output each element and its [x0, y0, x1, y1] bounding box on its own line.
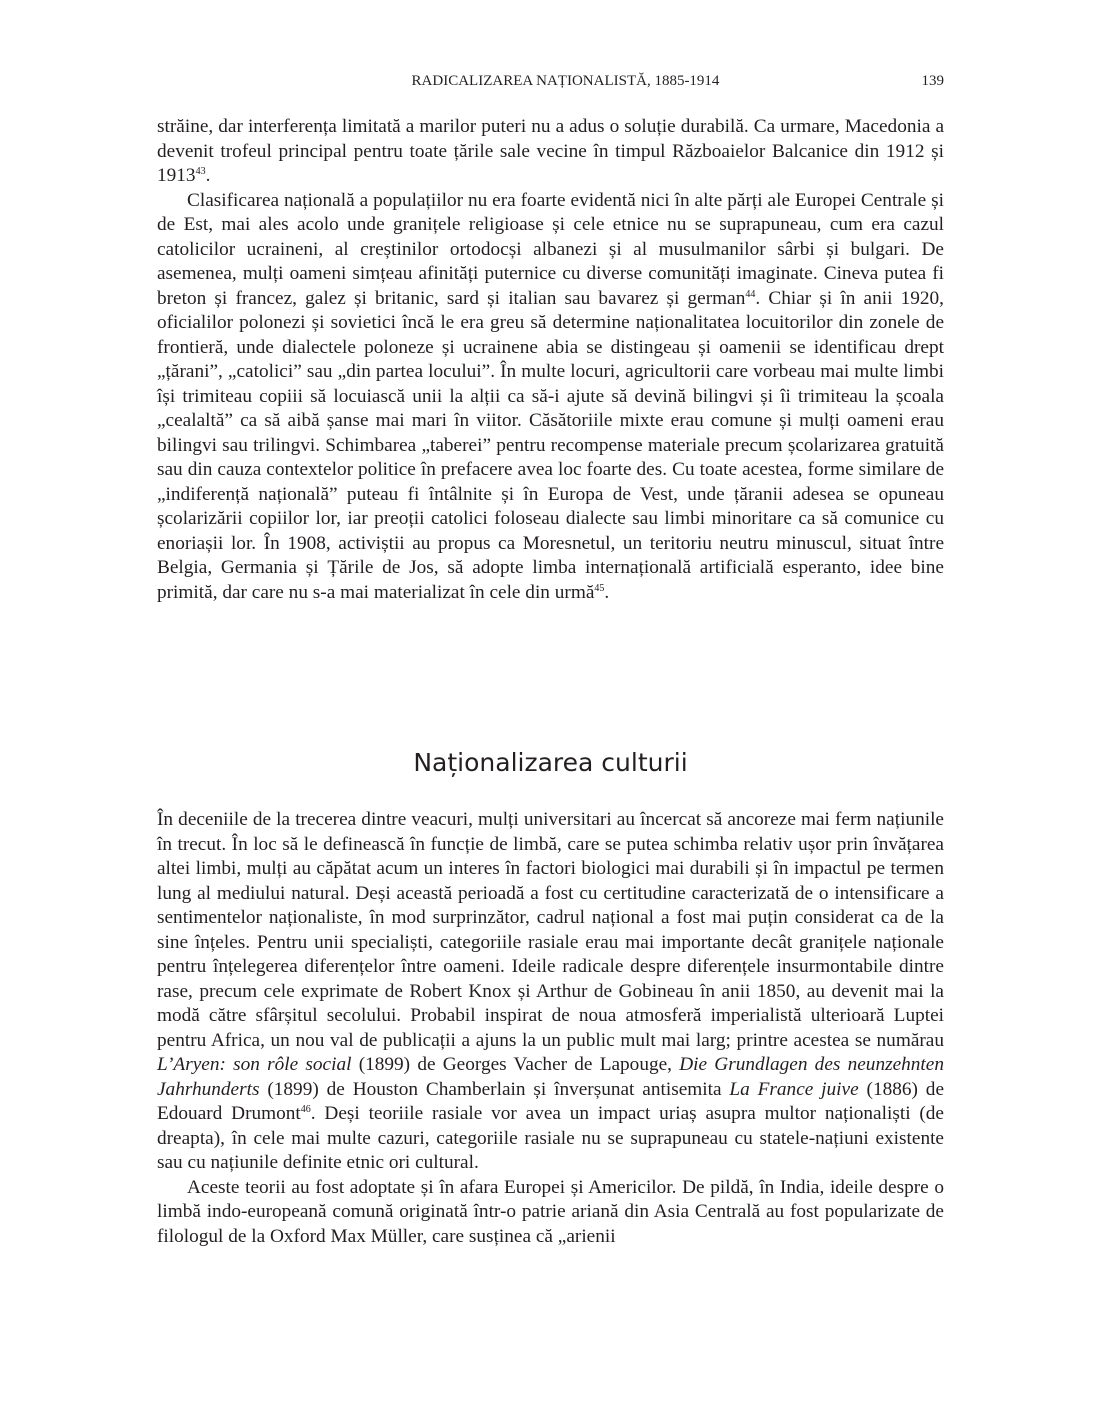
paragraph-text: . Chiar și în anii 1920, oficialilor polonezi și sovietici încă le era greu să determine naționalitatea locuitorilor din zonele de frontieră, unde dialectele poloneze și ucrainene abia se distingeau și oamenii se identificau drept „țărani”, „catolici” sau „din partea locului”. În multe locuri, agricultorii care vorbeau mai multe limbi își trimiteau copiii să locuiască unii la alții ca să-i ajute să devină bilingvi și îi trimiteau la școala „cealaltă” ca să aibă șanse mai mari în viitor. Căsătoriile mixte erau comune și mulți oameni erau bilingvi sau trilingvi. Schimbarea „taberei” pentru recompense materiale precum școlarizarea gratuită sau din cauza contextelor politice în prefacere avea loc foarte des. Cu toate acestea, forme similare de „indiferență națională” puteau fi întâlnite și în Europa de Vest, unde țăranii adesea se opuneau școlarizării copiilor lor, iar preoții catolici foloseau dialecte sau limbi minoritare ca să comunice cu enoriașii lor. În 1908, activiștii au propus ca Moresnetul, un teritoriu neutru minuscul, situat între Belgia, Germania și Țările de Jos, să adopte limba internațională artificială esperanto, idee bine primită, dar care nu s-a mai materializat în cele din urmă: [157, 287, 944, 603]
paragraph-tail: .: [604, 581, 610, 603]
section-heading: Naționalizarea culturii: [413, 748, 688, 777]
footnote-ref: 45: [594, 582, 605, 594]
running-header: [157, 73, 944, 95]
paragraph-tail: .: [205, 165, 211, 186]
book-title: La France juive: [729, 1078, 859, 1100]
running-title: RADICALIZAREA NAȚIONALISTĂ, 1885-1914: [411, 73, 720, 89]
book-title: Die Grundlagen des neunzehnten Jahrhunderts: [157, 1054, 944, 1100]
paragraph: [157, 189, 944, 606]
body-text-section-1: [157, 115, 944, 605]
paragraph-text: . Deși teoriile rasiale vor avea un impact uriaș asupra multor naționaliști (de dreapta), în cele mai multe cazuri, categoriile rasiale nu se suprapuneau cu statele-națiuni existente sau cu națiunile definite etnic ori cultural.: [157, 1103, 944, 1173]
paragraph-text: străine, dar interferența limitată a marilor puteri nu a adus o soluție durabilă. Ca urmare, Macedonia a devenit trofeul principal pentru toate țările sale vecine în timpul Războaielor Balcanice din 1912 și 1913: [157, 116, 944, 186]
body-text-section-2: [157, 808, 944, 1249]
footnote-ref: 43: [195, 166, 206, 177]
paragraph-text: Aceste teorii au fost adoptate și în afara Europei și Americilor. De pildă, în India, ideile despre o limbă indo-europeană comună originată într-o patrie ariană din Asia Centrală au fost popularizate de filologul de la Oxford Max Müller, care susținea că „arienii: [157, 1176, 944, 1247]
paragraph-text: (1899) de Houston Chamberlain și înverșunat antisemita: [259, 1078, 730, 1100]
paragraph-text: Clasificarea națională a populațiilor nu era foarte evidentă nici în alte părți ale Europei Centrale și de Est, mai ales acolo unde granițele religioase și cele etnice nu se suprapuneau, cum era cazul catolicilor ucraineni, al creștinilor ortodocși albanezi și al musulmanilor sârbi și bulgari. De asemenea, mulți oameni simțeau afinități puternice cu diverse comunități imaginate. Cineva putea fi breton și francez, galez și britanic, sard și italian sau bavarez și german: [157, 189, 944, 309]
paragraph-text: În deceniile de la trecerea dintre veacuri, mulți universitari au încercat să ancoreze mai ferm națiunile în trecut. În loc să le definească în funcție de limbă, care se putea schimba relativ ușor prin învățarea altei limbi, mulți au căpătat acum un interes în factori biologici mai durabili și în impactul pe termen lung al mediului natural. Deși această perioadă a fost cu certitudine caracterizată de o intensificare a sentimentelor naționaliste, în mod surprinzător, cadrul național a fost mai puțin considerat ca de la sine înțeles. Pentru unii specialiști, categoriile rasiale erau mai importante decât granițele naționale pentru înțelegerea diferențelor între oameni. Ideile radicale despre diferențele insurmontabile dintre rase, precum cele exprimate de Robert Knox și Arthur de Gobineau în anii 1850, au devenit mai la modă către sfârșitul secolului. Probabil inspirat de noua atmosferă imperialistă ulterioară Luptei pentru Africa, un nou val de publicații a ajuns la un public mult mai larg; printre acestea se numărau: [157, 809, 944, 1051]
footnote-ref: 46: [300, 1104, 311, 1115]
paragraph: [157, 1176, 944, 1250]
paragraph-text: (1886) de Edouard Drumont: [157, 1078, 944, 1124]
page-number: 139: [921, 73, 944, 89]
footnote-ref: 44: [745, 288, 756, 300]
book-title: L’Aryen: son rôle social: [157, 1054, 352, 1075]
paragraph: [157, 808, 944, 1176]
paragraph: [157, 115, 944, 189]
paragraph-text: (1899) de Georges Vacher de Lapouge,: [351, 1054, 680, 1075]
